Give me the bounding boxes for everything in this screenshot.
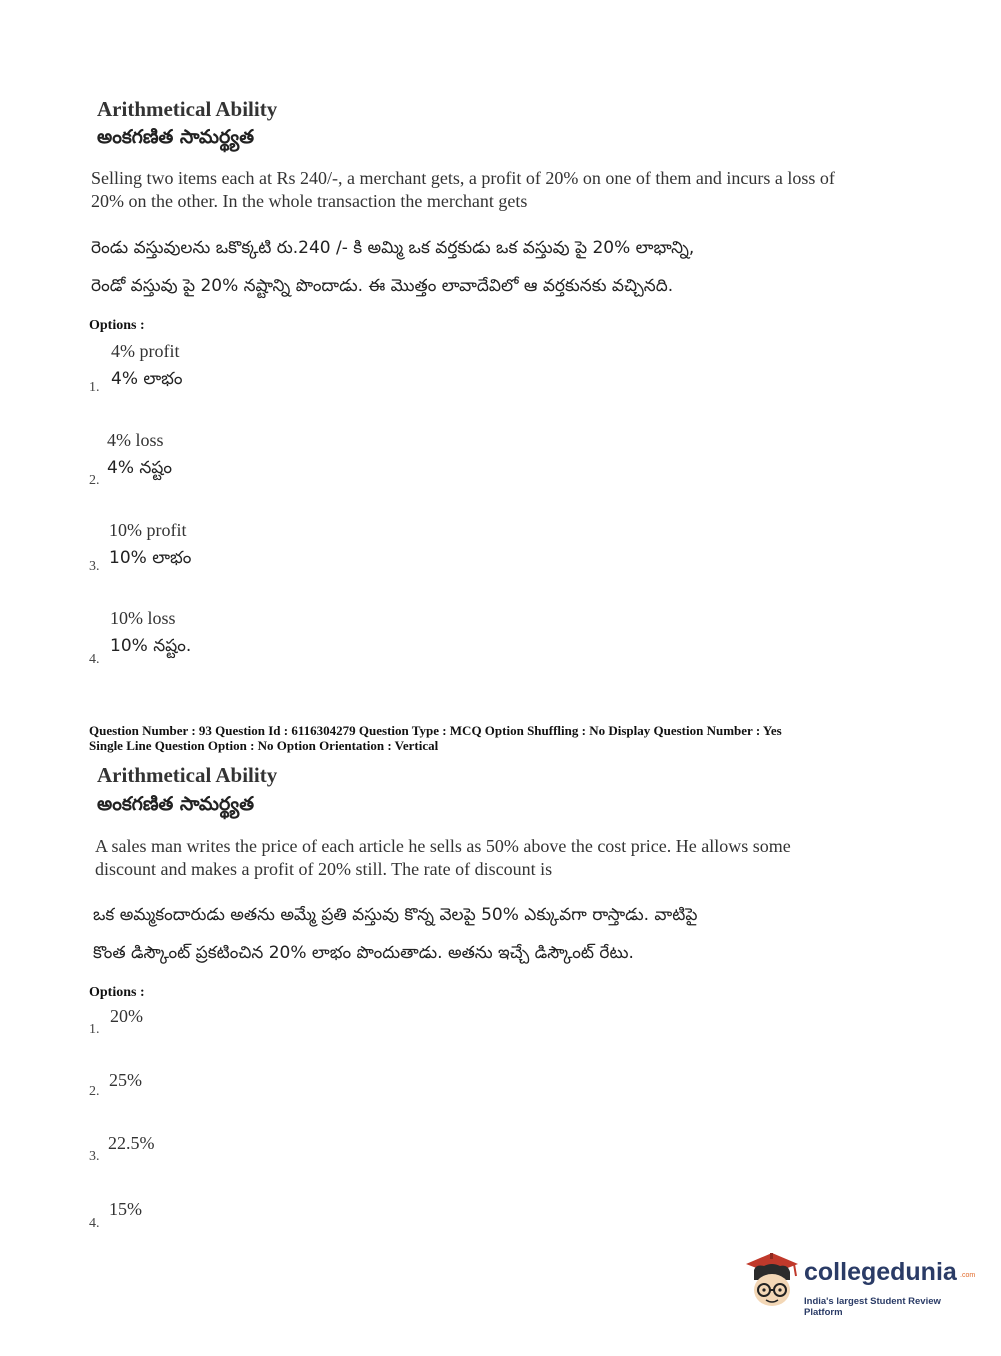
option-text-telugu: 4% లాభం bbox=[111, 369, 183, 389]
option-number: 4. bbox=[89, 652, 100, 667]
option-text: 4% profit bbox=[111, 341, 180, 361]
option-text: 10% profit bbox=[109, 520, 187, 540]
option-text: 20% bbox=[110, 1006, 143, 1026]
question-text: Selling two items each at Rs 240/-, a merchant gets, a profit of 20% on one of them and incurs a loss of 20% on the other. In the whole transaction the merchant gets bbox=[91, 168, 835, 211]
option-number: 2. bbox=[89, 473, 100, 488]
logo-tagline: India's largest Student Review Platform bbox=[804, 1296, 941, 1318]
option-text-telugu: 10% లాభం bbox=[109, 548, 192, 568]
option-text: 15% bbox=[109, 1199, 142, 1219]
question-text-telugu-line2: కొంత డిస్కౌంట్ ప్రకటించిన 20% లాభం పొందుతాడు. అతను ఇచ్చే డిస్కౌంట్ రేటు. bbox=[93, 943, 634, 963]
options-label: Options : bbox=[89, 318, 145, 333]
options-label: Options : bbox=[89, 985, 145, 1000]
option-text-telugu: 10% నష్టం. bbox=[110, 636, 192, 656]
question-text-telugu-line1: ఒక అమ్మకందారుడు అతను అమ్మే ప్రతి వస్తువు కొన్న వెలపై 50% ఎక్కువగా రాస్తాడు. వాటిపై bbox=[93, 905, 698, 925]
section-title: Arithmetical Ability bbox=[97, 97, 278, 121]
question-text-telugu-line2: రెండో వస్తువు పై 20% నష్టాన్ని పొందాడు. ఈ మొత్తం లావాదేవిలో ఆ వర్తకునకు వచ్చినది. bbox=[91, 276, 674, 296]
option-text-telugu: 4% నష్టం bbox=[107, 458, 173, 478]
option-text: 10% loss bbox=[110, 608, 176, 628]
option-text: 22.5% bbox=[108, 1133, 155, 1153]
option-number: 3. bbox=[89, 1149, 100, 1164]
mascot-icon bbox=[742, 1250, 802, 1314]
logo-name: collegedunia bbox=[804, 1258, 957, 1286]
option-number: 1. bbox=[89, 1022, 100, 1037]
option-number: 1. bbox=[89, 380, 100, 395]
collegedunia-logo[interactable] bbox=[742, 1250, 976, 1320]
option-text: 4% loss bbox=[107, 430, 164, 450]
logo-suffix: .com bbox=[960, 1272, 976, 1279]
question-text: A sales man writes the price of each article he sells as 50% above the cost price. He allows some discount and makes a profit of 20% still. The rate of discount is bbox=[95, 836, 791, 879]
option-number: 2. bbox=[89, 1084, 100, 1099]
option-text: 25% bbox=[109, 1070, 142, 1090]
question-text-telugu-line1: రెండు వస్తువులను ఒకొక్కటి రు.240 /- కి అమ్మి ఒక వర్తకుడు ఒక వస్తువు పై 20% లాభాన్ని, bbox=[91, 238, 695, 258]
section-title-telugu: అంకగణిత సామర్థ్యత bbox=[97, 126, 255, 148]
section-title: Arithmetical Ability bbox=[97, 763, 278, 787]
section-title-telugu: అంకగణిత సామర్థ్యత bbox=[97, 793, 255, 815]
question-meta-line2: Single Line Question Option : No Option Orientation : Vertical bbox=[89, 738, 439, 753]
option-number: 3. bbox=[89, 559, 100, 574]
question-meta-line1: Question Number : 93 Question Id : 6116304279 Question Type : MCQ Option Shuffling : No Display Question Number : Yes bbox=[89, 723, 782, 738]
option-number: 4. bbox=[89, 1216, 100, 1231]
